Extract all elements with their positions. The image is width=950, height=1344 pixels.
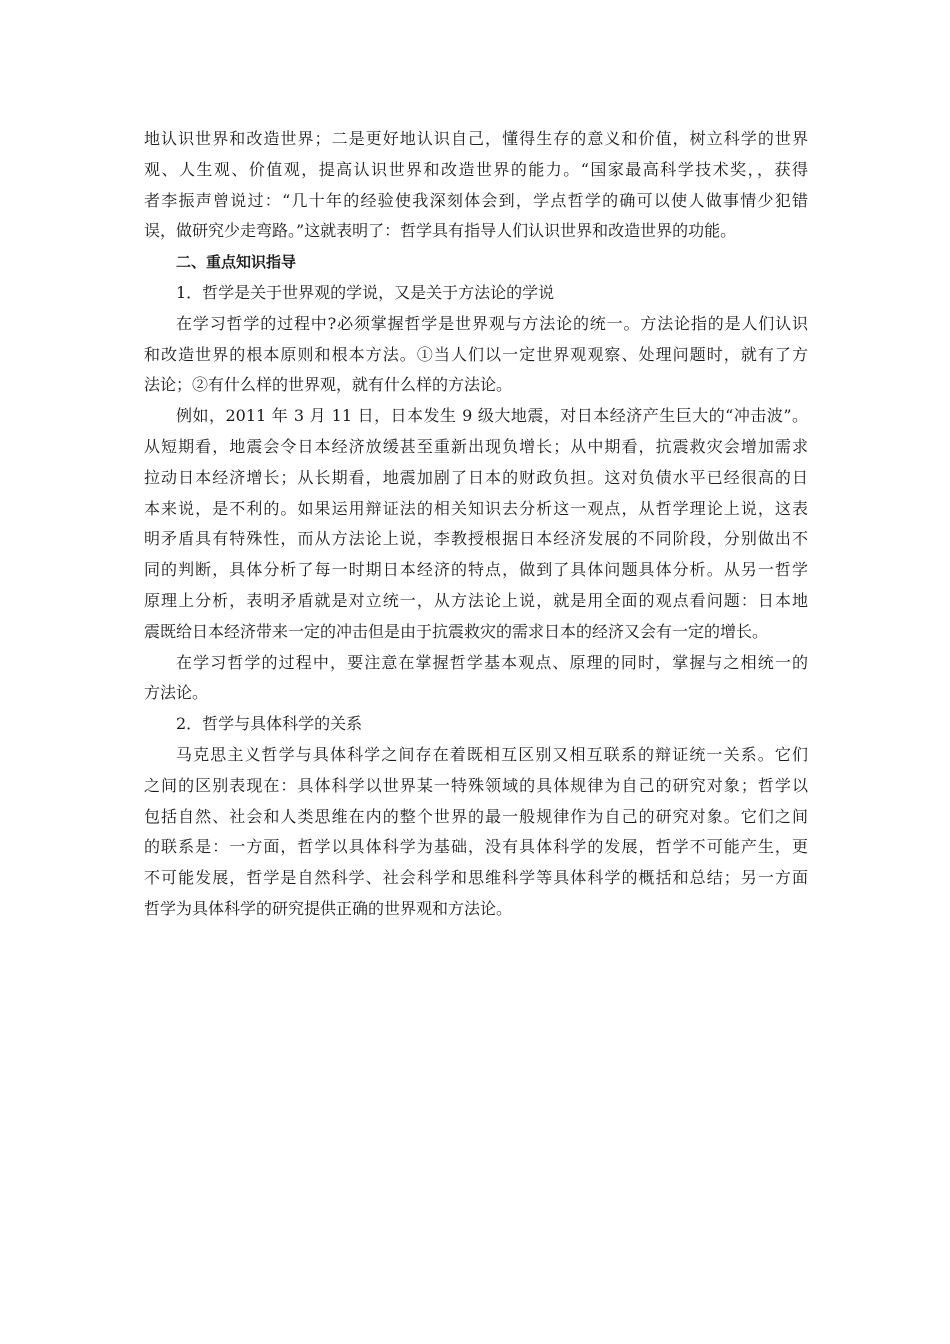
text-line: 在学习哲学的过程中?必须掌握哲学是世界观与方法论的统一。方法论指的是人们认识 [176,313,808,333]
text-line: 之间的区别表现在：具体科学以世界某一特殊领域的具体规律为自己的研究对象；哲学以 [144,775,808,795]
text-line: 拉动日本经济增长；从长期看，地震加剧了日本的财政负担。这对负债水平已经很高的日 [144,467,808,487]
text-line: 和改造世界的根本原则和根本方法。①当人们以一定世界观观察、处理问题时，就有了方 [144,344,808,364]
text-line: 震既给日本经济带来一定的冲击但是由于抗震救灾的需求日本的经济又会有一定的增长。 [144,621,769,641]
text-line: 者李振声曾说过：“几十年的经验使我深刻体会到，学点哲学的确可以使人做事情少犯错 [144,190,808,210]
subheading-philosophy-science: 2．哲学与具体科学的关系 [176,714,363,734]
paragraph-1 [144,309,808,401]
text-line: 观、人生观、价值观，提高认识世界和改造世界的能力。“国家最高科学技术奖，，获得 [144,159,808,179]
text-line: 包括自然、社会和人类思维在内的整个世界的最一般规律作为自己的研究对象。它们之间 [144,806,808,826]
subheading-philosophy-worldview: 1．哲学是关于世界观的学说，又是关于方法论的学说 [176,282,555,302]
text-line: 原理上分析，表明矛盾就是对立统一，从方法论上说，就是用全面的观点看问题：日本地 [144,590,808,610]
text-line: 同的判断，具体分析了每一时期日本经济的特点，做到了具体问题具体分析。从另一哲学 [144,560,808,580]
paragraph-4 [144,740,808,925]
document-body [144,124,808,925]
text-line: 例如，2011 年 3 月 11 日，日本发生 9 级大地震，对日本经济产生巨大的“冲击波”。 [176,406,808,426]
text-line: 方法论。 [144,683,209,703]
paragraph-intro [144,124,808,247]
text-line: 误，做研究少走弯路。”这就表明了：哲学具有指导人们认识世界和改造世界的功能。 [144,221,737,241]
paragraph-3 [144,648,808,710]
paragraph-2 [144,401,808,647]
text-line: 在学习哲学的过程中，要注意在掌握哲学基本观点、原理的同时，掌握与之相统一的 [176,652,808,672]
text-line: 的联系是：一方面，哲学以具体科学为基础，没有具体科学的发展，哲学不可能产生，更 [144,837,808,857]
text-line: 马克思主义哲学与具体科学之间存在着既相互区别又相互联系的辩证统一关系。它们 [176,744,808,764]
section-heading: 二、重点知识指导 [176,253,297,272]
text-line: 不可能发展，哲学是自然科学、社会科学和思维科学等具体科学的概括和总结；另一方面 [144,868,808,888]
text-line: 本来说，是不利的。如果运用辩证法的相关知识去分析这一观点，从哲学理论上说，这表 [144,498,808,518]
text-line: 明矛盾具有特殊性，而从方法论上说，李教授根据日本经济发展的不同阶段，分别做出不 [144,529,808,549]
text-line: 从短期看，地震会令日本经济放缓甚至重新出现负增长；从中期看，抗震救灾会增加需求 [144,436,808,456]
text-line: 哲学为具体科学的研究提供正确的世界观和方法论。 [144,898,513,918]
text-line: 法论；②有什么样的世界观，就有什么样的方法论。 [144,375,513,395]
text-line: 地认识世界和改造世界；二是更好地认识自己，懂得生存的意义和价值，树立科学的世界 [144,129,808,148]
